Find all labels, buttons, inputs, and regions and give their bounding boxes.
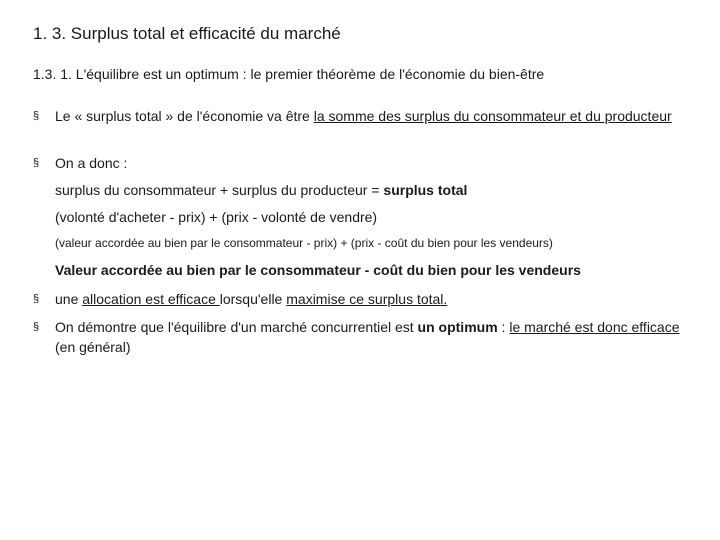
underlined-segment: allocation est efficace bbox=[82, 291, 220, 307]
bullet-text: On a donc : bbox=[55, 155, 128, 171]
text-segment: lorsqu'elle bbox=[219, 291, 287, 307]
bullet-equilibre-optimum bbox=[33, 317, 703, 357]
bullet-text bbox=[55, 289, 703, 309]
text-segment: (en général) bbox=[55, 339, 131, 355]
bullet-icon: § bbox=[33, 110, 40, 122]
bullet-text bbox=[55, 317, 703, 357]
equation-line-4: Valeur accordée au bien par le consommateur - coût du bien pour les vendeurs bbox=[55, 262, 581, 278]
bullet-icon: § bbox=[33, 293, 40, 305]
bullet-on-a-donc bbox=[33, 153, 703, 173]
underlined-segment: maximise ce surplus total. bbox=[286, 291, 448, 307]
equation-line-1 bbox=[55, 182, 467, 198]
bullet-text bbox=[55, 106, 703, 126]
underlined-segment: la somme des surplus du consommateur et du producteur bbox=[313, 108, 672, 124]
bold-segment: surplus total bbox=[383, 182, 468, 198]
text-segment: Le « surplus total » de l'économie va être bbox=[55, 108, 314, 124]
equation-line-3: (valeur accordée au bien par le consommateur - prix) + (prix - coût du bien pour les vendeurs) bbox=[55, 236, 553, 250]
bullet-allocation-efficace bbox=[33, 289, 703, 309]
text-segment: : bbox=[497, 319, 510, 335]
equation-line-2: (volonté d'acheter - prix) + (prix - volonté de vendre) bbox=[55, 209, 378, 225]
bullet-icon: § bbox=[33, 321, 40, 333]
text-segment: On démontre que l'équilibre d'un marché concurrentiel est bbox=[55, 319, 418, 335]
underlined-segment: le marché est donc efficace bbox=[509, 319, 680, 335]
text-segment: surplus du consommateur + surplus du producteur = bbox=[55, 182, 384, 198]
bold-segment: un optimum bbox=[417, 319, 498, 335]
bullet-icon: § bbox=[33, 157, 40, 169]
section-subtitle: 1.3. 1. L'équilibre est un optimum : le premier théorème de l'économie du bien-être bbox=[33, 66, 545, 82]
bullet-surplus-total bbox=[33, 106, 703, 126]
slide-title: 1. 3. Surplus total et efficacité du marché bbox=[33, 24, 341, 43]
text-segment: une bbox=[55, 291, 83, 307]
